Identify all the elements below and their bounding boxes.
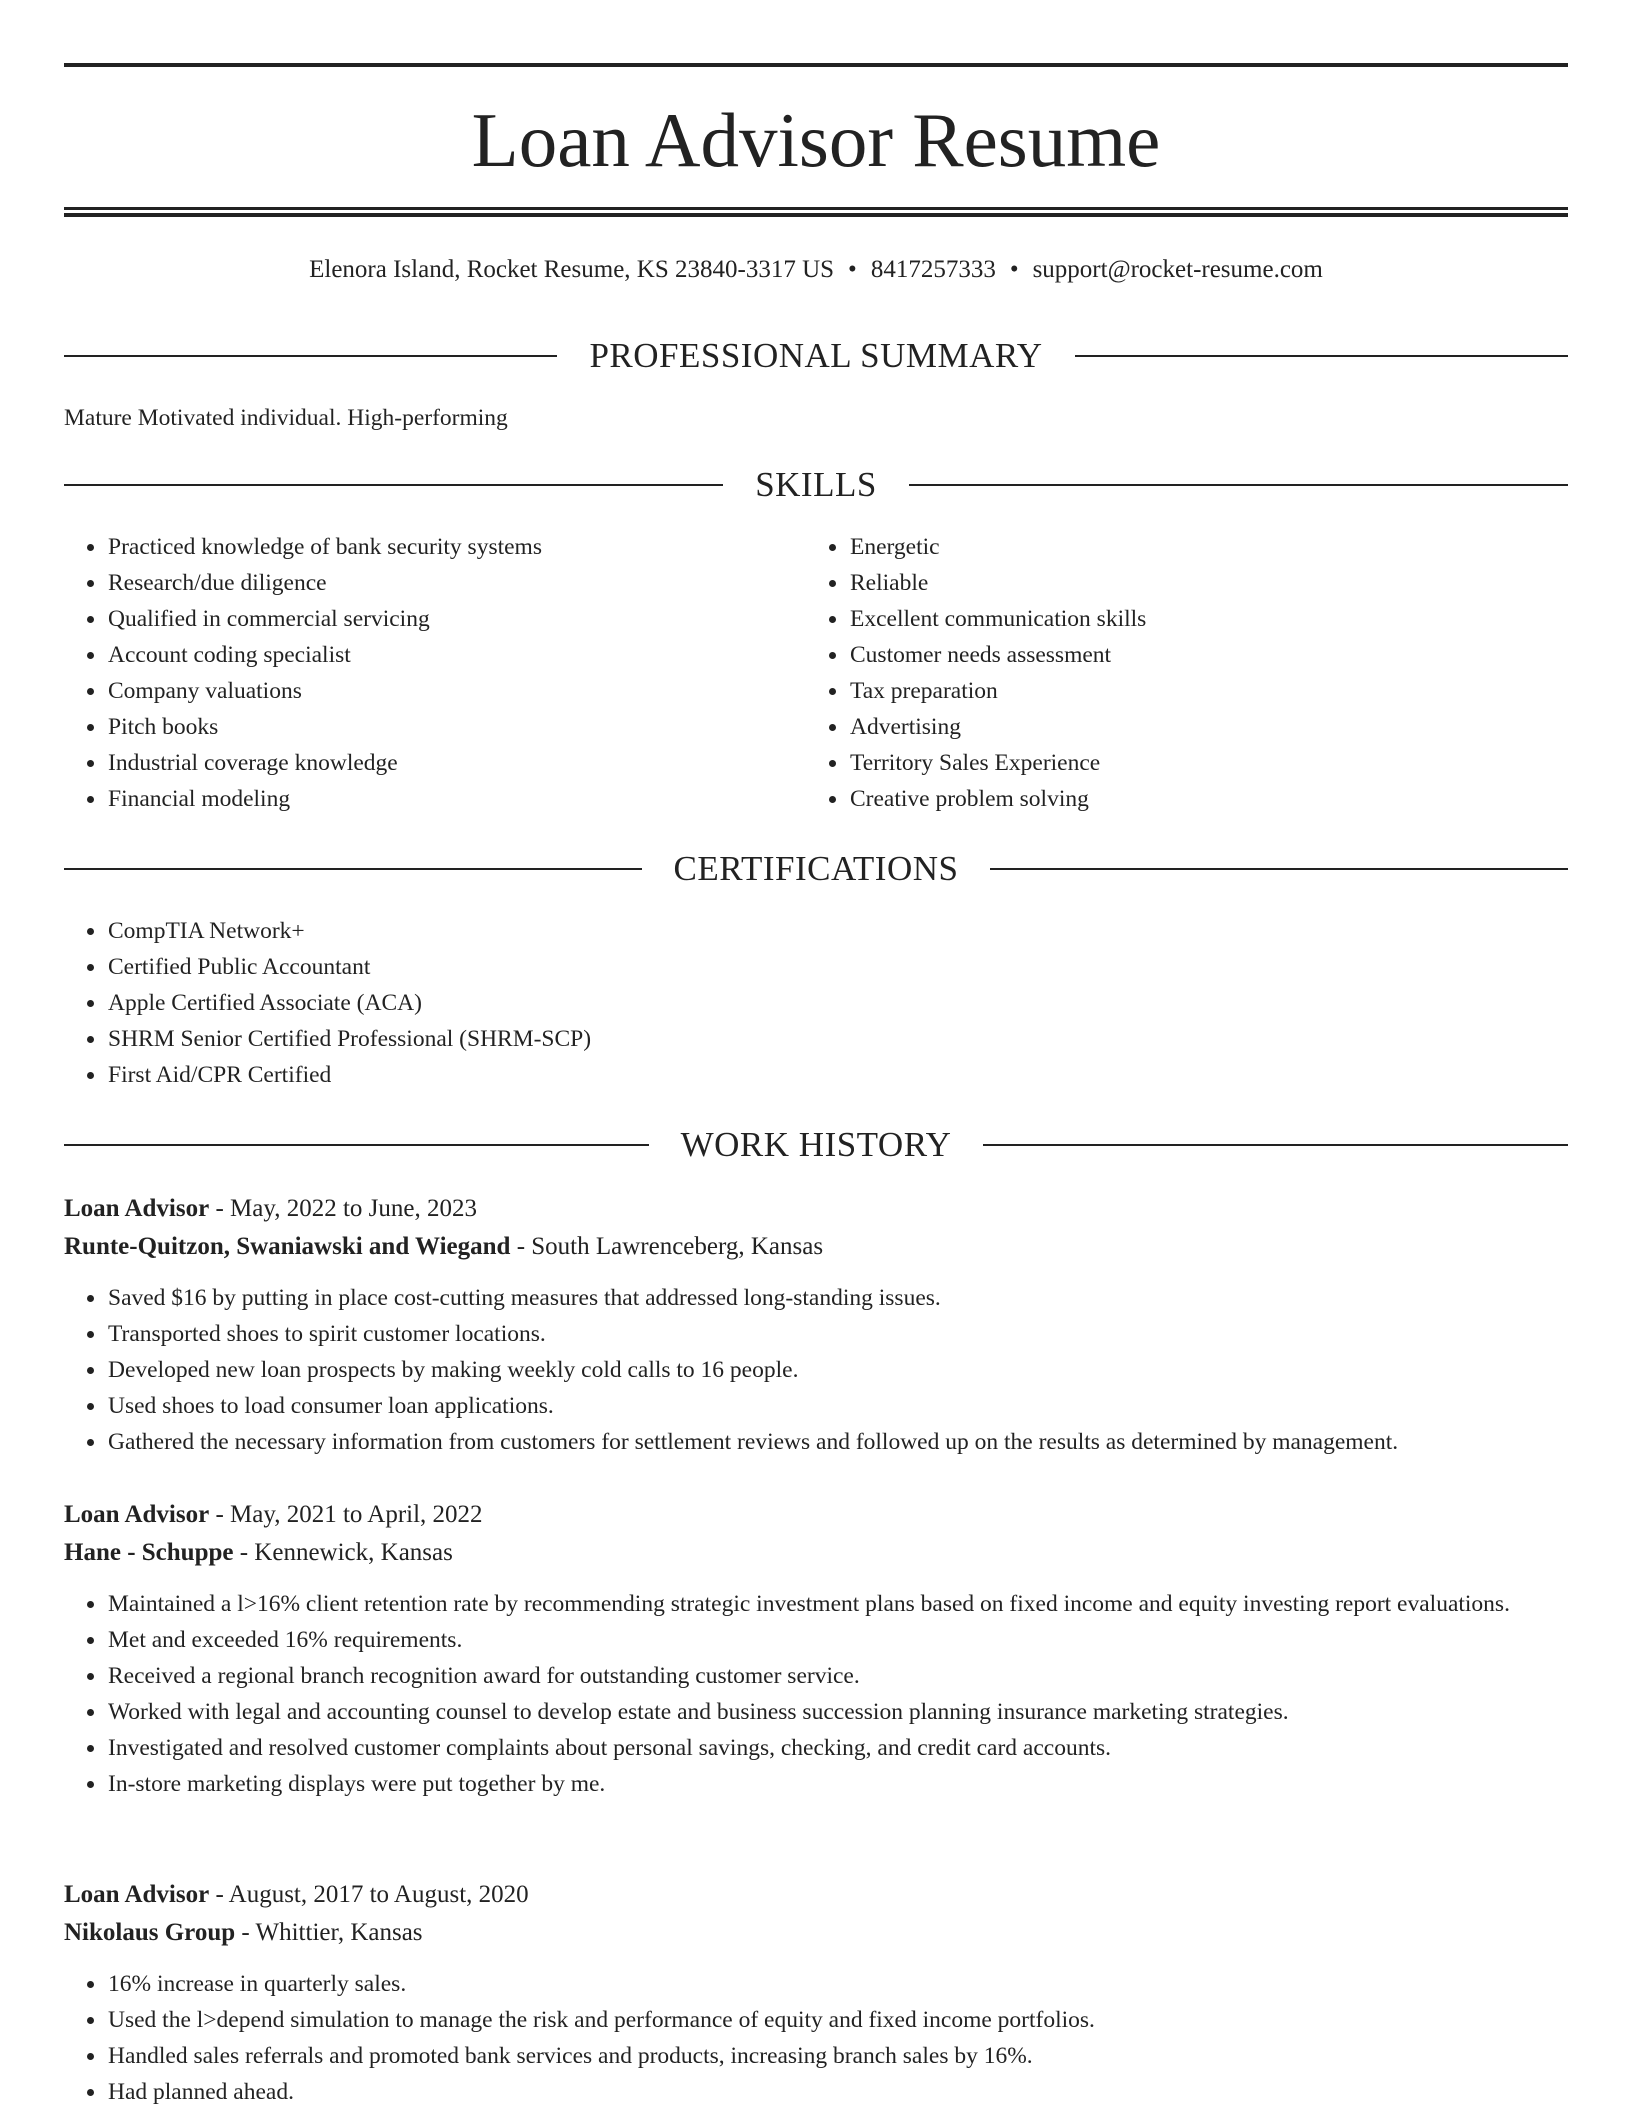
job-title: Loan Advisor	[64, 1881, 210, 1908]
job-company-line	[64, 1914, 1568, 1952]
job-bullets	[64, 1586, 1568, 1802]
list-item: • Met and exceeded 16% requirements.	[107, 1622, 1568, 1658]
list-item: • Advertising	[849, 709, 1506, 745]
skills-list-right	[806, 529, 1506, 817]
list-item: • Had planned ahead.	[107, 2074, 1568, 2110]
contact-address: Elenora Island, Rocket Resume, KS 23840-3317 US	[309, 256, 835, 283]
list-item: • Customer needs assessment	[849, 637, 1506, 673]
list-item: • Investigated and resolved customer complaints about personal savings, checking, and credit card accounts.	[107, 1730, 1568, 1766]
job-entry	[64, 1876, 1568, 2110]
list-item: • Creative problem solving	[849, 781, 1506, 817]
job-entry	[64, 1496, 1568, 1802]
certifications-block	[64, 913, 591, 1093]
list-item: • In-store marketing displays were put together by me.	[107, 1766, 1568, 1802]
job-company-line	[64, 1534, 1568, 1572]
job-bullets	[64, 1966, 1568, 2110]
list-item: • First Aid/CPR Certified	[107, 1057, 591, 1093]
job-title-line	[64, 1496, 1568, 1534]
list-item: • Practiced knowledge of bank security systems	[107, 529, 764, 565]
section-heading-work-history	[64, 1123, 1568, 1167]
list-item: • 16% increase in quarterly sales.	[107, 1966, 1568, 2002]
skills-right-column	[806, 529, 1506, 817]
list-item: • Reliable	[849, 565, 1506, 601]
job-company: Runte-Quitzon, Swaniawski and Wiegand	[64, 1233, 511, 1260]
list-item: • Handled sales referrals and promoted bank services and products, increasing branch sales by 16%.	[107, 2038, 1568, 2074]
list-item: • Certified Public Accountant	[107, 949, 591, 985]
job-entry	[64, 1190, 1568, 1460]
section-heading-certifications	[64, 847, 1568, 891]
job-location: - South Lawrenceberg, Kansas	[510, 1233, 824, 1260]
list-item: • Saved $16 by putting in place cost-cutting measures that addressed long-standing issues.	[107, 1280, 1568, 1316]
list-item: • Financial modeling	[107, 781, 764, 817]
list-item: • Company valuations	[107, 673, 764, 709]
job-bullets	[64, 1280, 1568, 1460]
list-item: • Excellent communication skills	[849, 601, 1506, 637]
heading-rule-right	[983, 1144, 1568, 1146]
list-item: • Received a regional branch recognition award for outstanding customer service.	[107, 1658, 1568, 1694]
heading-rule-right	[1075, 355, 1568, 357]
heading-rule-left	[64, 1144, 649, 1146]
section-title: PROFESSIONAL SUMMARY	[589, 336, 1043, 375]
title-double-rule	[64, 207, 1568, 217]
job-title: Loan Advisor	[64, 1195, 210, 1222]
top-rule	[64, 63, 1568, 67]
job-title-line	[64, 1876, 1568, 1914]
list-item: • Industrial coverage knowledge	[107, 745, 764, 781]
contact-phone: 8417257333	[870, 256, 996, 283]
contact-email: support@rocket-resume.com	[1032, 256, 1323, 283]
job-location: - Whittier, Kansas	[235, 1919, 423, 1946]
section-heading-summary	[64, 334, 1568, 378]
list-item: • Qualified in commercial servicing	[107, 601, 764, 637]
job-dates: - May, 2021 to April, 2022	[209, 1501, 483, 1528]
list-item: • Transported shoes to spirit customer locations.	[107, 1316, 1568, 1352]
contact-line	[64, 252, 1568, 288]
list-item: • Research/due diligence	[107, 565, 764, 601]
list-item: • Tax preparation	[849, 673, 1506, 709]
section-title: WORK HISTORY	[680, 1125, 952, 1164]
heading-rule-left	[64, 355, 557, 357]
job-dates: - May, 2022 to June, 2023	[209, 1195, 477, 1222]
job-title-line	[64, 1190, 1568, 1228]
job-company: Nikolaus Group	[64, 1919, 236, 1946]
list-item: • Gathered the necessary information from customers for settlement reviews and followed up on the results as determined by management.	[107, 1424, 1568, 1460]
heading-rule-right	[990, 868, 1568, 870]
skills-left-column	[64, 529, 764, 817]
heading-rule-left	[64, 868, 642, 870]
job-company-line	[64, 1228, 1568, 1266]
heading-rule-right	[909, 484, 1568, 486]
list-item: • Used the l>depend simulation to manage the risk and performance of equity and fixed income portfolios.	[107, 2002, 1568, 2038]
list-item: • Maintained a l>16% client retention rate by recommending strategic investment plans based on fixed income and equity investing report evaluations.	[107, 1586, 1568, 1622]
list-item: • Worked with legal and accounting counsel to develop estate and business succession planning insurance marketing strategies.	[107, 1694, 1568, 1730]
list-item: • Developed new loan prospects by making weekly cold calls to 16 people.	[107, 1352, 1568, 1388]
list-item: • Used shoes to load consumer loan applications.	[107, 1388, 1568, 1424]
contact-separator: •	[1009, 256, 1019, 283]
section-heading-skills	[64, 463, 1568, 507]
list-item: • Energetic	[849, 529, 1506, 565]
list-item: • SHRM Senior Certified Professional (SHRM-SCP)	[107, 1021, 591, 1057]
certifications-list	[64, 913, 591, 1093]
contact-separator: •	[848, 256, 857, 283]
page-title: Loan Advisor Resume	[471, 97, 1161, 183]
list-item: • CompTIA Network+	[107, 913, 591, 949]
heading-rule-left	[64, 484, 723, 486]
summary-text: Mature Motivated individual. High-performing	[64, 405, 508, 431]
job-location: - Kennewick, Kansas	[233, 1539, 453, 1566]
job-company: Hane - Schuppe	[64, 1539, 234, 1566]
section-title: CERTIFICATIONS	[673, 849, 959, 888]
job-dates: - August, 2017 to August, 2020	[209, 1881, 529, 1908]
list-item: • Apple Certified Associate (ACA)	[107, 985, 591, 1021]
list-item: • Pitch books	[107, 709, 764, 745]
section-title: SKILLS	[755, 465, 877, 504]
skills-list-left	[64, 529, 764, 817]
list-item: • Territory Sales Experience	[849, 745, 1506, 781]
job-title: Loan Advisor	[64, 1501, 210, 1528]
list-item: • Account coding specialist	[107, 637, 764, 673]
